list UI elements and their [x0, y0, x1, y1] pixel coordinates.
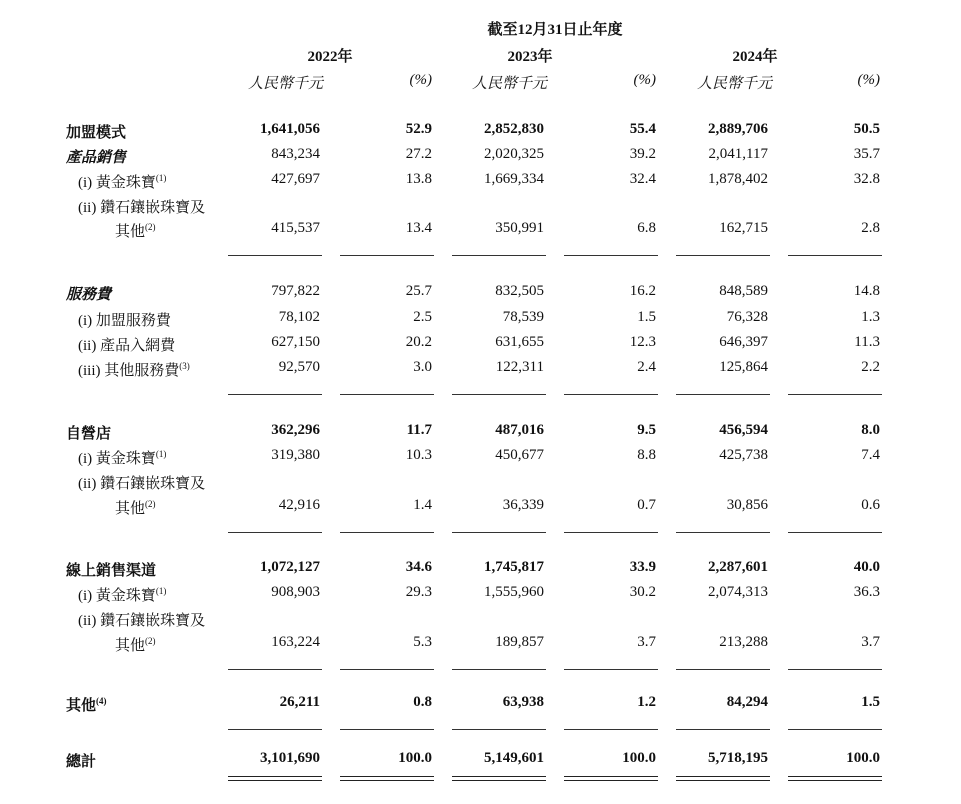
underline-rule	[340, 255, 434, 256]
underline-rule	[564, 729, 658, 730]
row-label	[66, 559, 156, 580]
table-row	[0, 422, 961, 446]
footnote-marker: (3)	[179, 361, 190, 371]
table-row	[0, 359, 961, 383]
cell-amount-2024: 2,889,706	[708, 121, 768, 137]
row-label-text: 其他	[115, 638, 146, 654]
underline-rule	[340, 669, 434, 670]
cell-pct-2024: 11.3	[854, 334, 880, 350]
table-row	[0, 220, 961, 244]
cell-amount-2024: 2,074,313	[708, 584, 768, 600]
footnote-marker: (1)	[155, 173, 167, 183]
period-header: 截至12月31日止年度	[487, 22, 623, 38]
cell-pct-2022: 20.2	[405, 334, 432, 350]
table-row	[0, 634, 961, 658]
footnote-marker: (2)	[145, 499, 156, 509]
cell-pct-2024: 2.2	[861, 359, 880, 375]
underline-rule	[228, 255, 322, 256]
cell-amount-2022: 92,570	[278, 359, 320, 375]
footnote-marker: (1)	[155, 586, 167, 596]
underline-rule	[340, 532, 434, 533]
cell-amount-2023: 631,655	[495, 334, 544, 350]
cell-amount-2024: 2,041,117	[708, 146, 768, 162]
cell-amount-2022: 843,234	[271, 146, 320, 162]
cell-amount-2023: 122,311	[495, 359, 544, 375]
pct-label-2024: (%)	[857, 72, 880, 88]
row-label-text: (ii) 鑽石鑲嵌珠寶及	[78, 613, 206, 629]
cell-pct-2023: 9.5	[637, 422, 656, 438]
cell-amount-2023: 78,539	[502, 309, 544, 325]
row-label	[78, 584, 166, 605]
row-label-text: 產品銷售	[66, 150, 127, 166]
row-label-text: (i) 加盟服務費	[78, 313, 171, 329]
underline-rule	[788, 394, 882, 395]
cell-pct-2022: 13.8	[405, 171, 432, 187]
cell-amount-2022: 797,822	[271, 283, 320, 299]
row-label	[66, 121, 126, 142]
cell-amount-2022: 627,150	[271, 334, 320, 350]
cell-pct-2022: 27.2	[405, 146, 432, 162]
row-label	[78, 359, 190, 380]
row-label-text: (ii) 鑽石鑲嵌珠寶及	[78, 200, 206, 216]
row-label	[78, 334, 175, 355]
table-row	[0, 309, 961, 333]
row-label-text: (i) 黃金珠寶	[78, 588, 156, 604]
table-row	[0, 447, 961, 471]
row-label-text: 服務費	[66, 287, 112, 303]
cell-amount-2023: 36,339	[502, 497, 544, 513]
total-double-rule	[340, 776, 434, 781]
cell-pct-2022: 0.8	[413, 694, 432, 710]
underline-rule	[788, 729, 882, 730]
cell-amount-2024: 30,856	[726, 497, 768, 513]
underline-rule	[788, 532, 882, 533]
cell-amount-2023: 2,020,325	[484, 146, 544, 162]
cell-amount-2022: 78,102	[278, 309, 320, 325]
cell-amount-2022: 3,101,690	[260, 750, 320, 766]
cell-amount-2024: 646,397	[719, 334, 768, 350]
cell-amount-2024: 5,718,195	[708, 750, 768, 766]
cell-amount-2023: 2,852,830	[484, 121, 544, 137]
underline-rule	[676, 255, 770, 256]
row-label-text: 其他	[66, 698, 97, 714]
cell-pct-2022: 52.9	[405, 121, 432, 137]
row-label-text: 加盟模式	[66, 125, 127, 141]
table-row	[0, 584, 961, 608]
row-label	[78, 447, 166, 468]
underline-rule	[788, 255, 882, 256]
cell-amount-2022: 319,380	[271, 447, 320, 463]
underline-rule	[452, 394, 546, 395]
cell-pct-2024: 40.0	[853, 559, 880, 575]
cell-amount-2024: 162,715	[719, 220, 768, 236]
cell-pct-2024: 36.3	[853, 584, 880, 600]
cell-pct-2022: 10.3	[405, 447, 432, 463]
row-label-text: 線上銷售渠道	[66, 563, 157, 579]
cell-amount-2024: 848,589	[719, 283, 768, 299]
row-label	[66, 422, 111, 443]
cell-amount-2023: 450,677	[495, 447, 544, 463]
cell-pct-2022: 2.5	[413, 309, 432, 325]
cell-amount-2023: 1,555,960	[484, 584, 544, 600]
underline-rule	[452, 532, 546, 533]
row-label-text: 其他	[115, 224, 146, 240]
cell-amount-2024: 456,594	[719, 422, 768, 438]
row-label-text: (ii) 產品入網費	[78, 338, 176, 354]
cell-pct-2024: 7.4	[861, 447, 880, 463]
underline-rule	[564, 394, 658, 395]
underline-rule	[676, 669, 770, 670]
table-row	[0, 283, 961, 307]
cell-pct-2024: 2.8	[861, 220, 880, 236]
row-label	[66, 283, 111, 304]
cell-amount-2024: 425,738	[719, 447, 768, 463]
cell-pct-2023: 32.4	[629, 171, 656, 187]
cell-amount-2022: 163,224	[271, 634, 320, 650]
cell-pct-2023: 39.2	[629, 146, 656, 162]
cell-pct-2024: 8.0	[861, 422, 880, 438]
cell-amount-2023: 832,505	[495, 283, 544, 299]
cell-amount-2022: 1,641,056	[260, 121, 320, 137]
footnote-marker: (1)	[155, 449, 167, 459]
cell-pct-2024: 1.5	[861, 694, 880, 710]
cell-pct-2024: 1.3	[861, 309, 880, 325]
pct-label-2022: (%)	[409, 72, 432, 88]
row-label	[78, 472, 205, 493]
row-label-text: 自營店	[66, 426, 112, 442]
underline-rule	[788, 669, 882, 670]
row-label-text: (ii) 鑽石鑲嵌珠寶及	[78, 476, 206, 492]
row-label	[78, 171, 166, 192]
footnote-marker: (2)	[145, 636, 156, 646]
underline-rule	[228, 729, 322, 730]
footnote-marker: (2)	[145, 222, 156, 232]
table-row	[0, 196, 961, 220]
cell-amount-2023: 1,745,817	[484, 559, 544, 575]
underline-rule	[676, 729, 770, 730]
footnote-marker: (4)	[96, 696, 107, 706]
cell-pct-2022: 3.0	[413, 359, 432, 375]
cell-amount-2022: 42,916	[278, 497, 320, 513]
cell-pct-2024: 32.8	[853, 171, 880, 187]
underline-rule	[228, 532, 322, 533]
cell-pct-2023: 12.3	[629, 334, 656, 350]
underline-rule	[340, 394, 434, 395]
cell-amount-2022: 26,211	[279, 694, 320, 710]
table-row	[0, 171, 961, 195]
table-row	[0, 497, 961, 521]
cell-pct-2023: 100.0	[622, 750, 656, 766]
unit-label-2024: 人民幣千元	[697, 76, 773, 92]
year-2024: 2024年	[732, 49, 778, 65]
total-double-rule	[452, 776, 546, 781]
cell-amount-2023: 63,938	[502, 694, 544, 710]
cell-amount-2022: 415,537	[271, 220, 320, 236]
row-label	[78, 609, 205, 630]
cell-pct-2023: 6.8	[637, 220, 656, 236]
row-label-text: 總計	[66, 754, 97, 770]
cell-pct-2022: 13.4	[405, 220, 432, 236]
underline-rule	[676, 394, 770, 395]
cell-pct-2024: 0.6	[861, 497, 880, 513]
cell-pct-2022: 100.0	[398, 750, 432, 766]
table-row	[0, 559, 961, 583]
row-label	[115, 634, 156, 655]
table-row	[0, 121, 961, 145]
row-label-text: 其他	[115, 501, 146, 517]
table-row	[0, 694, 961, 718]
cell-amount-2024: 76,328	[726, 309, 768, 325]
underline-rule	[676, 532, 770, 533]
cell-pct-2022: 25.7	[405, 283, 432, 299]
cell-pct-2023: 8.8	[637, 447, 656, 463]
cell-pct-2022: 11.7	[406, 422, 432, 438]
underline-rule	[452, 669, 546, 670]
year-2023: 2023年	[507, 49, 553, 65]
underline-rule	[564, 669, 658, 670]
cell-amount-2022: 908,903	[271, 584, 320, 600]
cell-pct-2023: 3.7	[637, 634, 656, 650]
cell-pct-2024: 35.7	[853, 146, 880, 162]
cell-amount-2023: 1,669,334	[484, 171, 544, 187]
cell-amount-2024: 213,288	[719, 634, 768, 650]
cell-pct-2022: 34.6	[405, 559, 432, 575]
total-double-rule	[788, 776, 882, 781]
total-double-rule	[676, 776, 770, 781]
cell-pct-2024: 50.5	[853, 121, 880, 137]
total-double-rule	[228, 776, 322, 781]
underline-rule	[340, 729, 434, 730]
cell-pct-2022: 29.3	[405, 584, 432, 600]
table-row	[0, 146, 961, 170]
row-label	[115, 497, 156, 518]
cell-pct-2023: 1.2	[637, 694, 656, 710]
underline-rule	[452, 255, 546, 256]
cell-pct-2023: 1.5	[637, 309, 656, 325]
cell-amount-2024: 2,287,601	[708, 559, 768, 575]
cell-pct-2024: 3.7	[861, 634, 880, 650]
cell-amount-2022: 362,296	[271, 422, 320, 438]
cell-amount-2023: 487,016	[495, 422, 544, 438]
total-double-rule	[564, 776, 658, 781]
cell-amount-2022: 1,072,127	[260, 559, 320, 575]
table-row	[0, 334, 961, 358]
cell-pct-2023: 55.4	[629, 121, 656, 137]
cell-amount-2022: 427,697	[271, 171, 320, 187]
year-2022: 2022年	[307, 49, 353, 65]
pct-label-2023: (%)	[633, 72, 656, 88]
cell-pct-2023: 2.4	[637, 359, 656, 375]
cell-pct-2024: 14.8	[853, 283, 880, 299]
row-label	[78, 196, 205, 217]
cell-pct-2023: 30.2	[629, 584, 656, 600]
cell-amount-2023: 5,149,601	[484, 750, 544, 766]
underline-rule	[228, 669, 322, 670]
cell-amount-2023: 350,991	[495, 220, 544, 236]
cell-pct-2023: 33.9	[629, 559, 656, 575]
table-row	[0, 750, 961, 774]
cell-pct-2023: 16.2	[629, 283, 656, 299]
cell-pct-2023: 0.7	[637, 497, 656, 513]
cell-pct-2024: 100.0	[846, 750, 880, 766]
cell-amount-2024: 125,864	[719, 359, 768, 375]
underline-rule	[564, 255, 658, 256]
cell-amount-2024: 84,294	[726, 694, 768, 710]
underline-rule	[564, 532, 658, 533]
row-label	[66, 146, 126, 167]
cell-pct-2022: 5.3	[413, 634, 432, 650]
unit-label-2023: 人民幣千元	[472, 76, 548, 92]
underline-rule	[228, 394, 322, 395]
row-label	[66, 750, 96, 771]
row-label	[66, 694, 107, 715]
cell-amount-2023: 189,857	[495, 634, 544, 650]
row-label-text: (iii) 其他服務費	[78, 363, 180, 379]
underline-rule	[452, 729, 546, 730]
cell-amount-2024: 1,878,402	[708, 171, 768, 187]
row-label	[115, 220, 156, 241]
row-label	[78, 309, 171, 330]
row-label-text: (i) 黃金珠寶	[78, 175, 156, 191]
table-row	[0, 609, 961, 633]
cell-pct-2022: 1.4	[413, 497, 432, 513]
unit-label-2022: 人民幣千元	[248, 76, 324, 92]
table-row	[0, 472, 961, 496]
row-label-text: (i) 黃金珠寶	[78, 451, 156, 467]
